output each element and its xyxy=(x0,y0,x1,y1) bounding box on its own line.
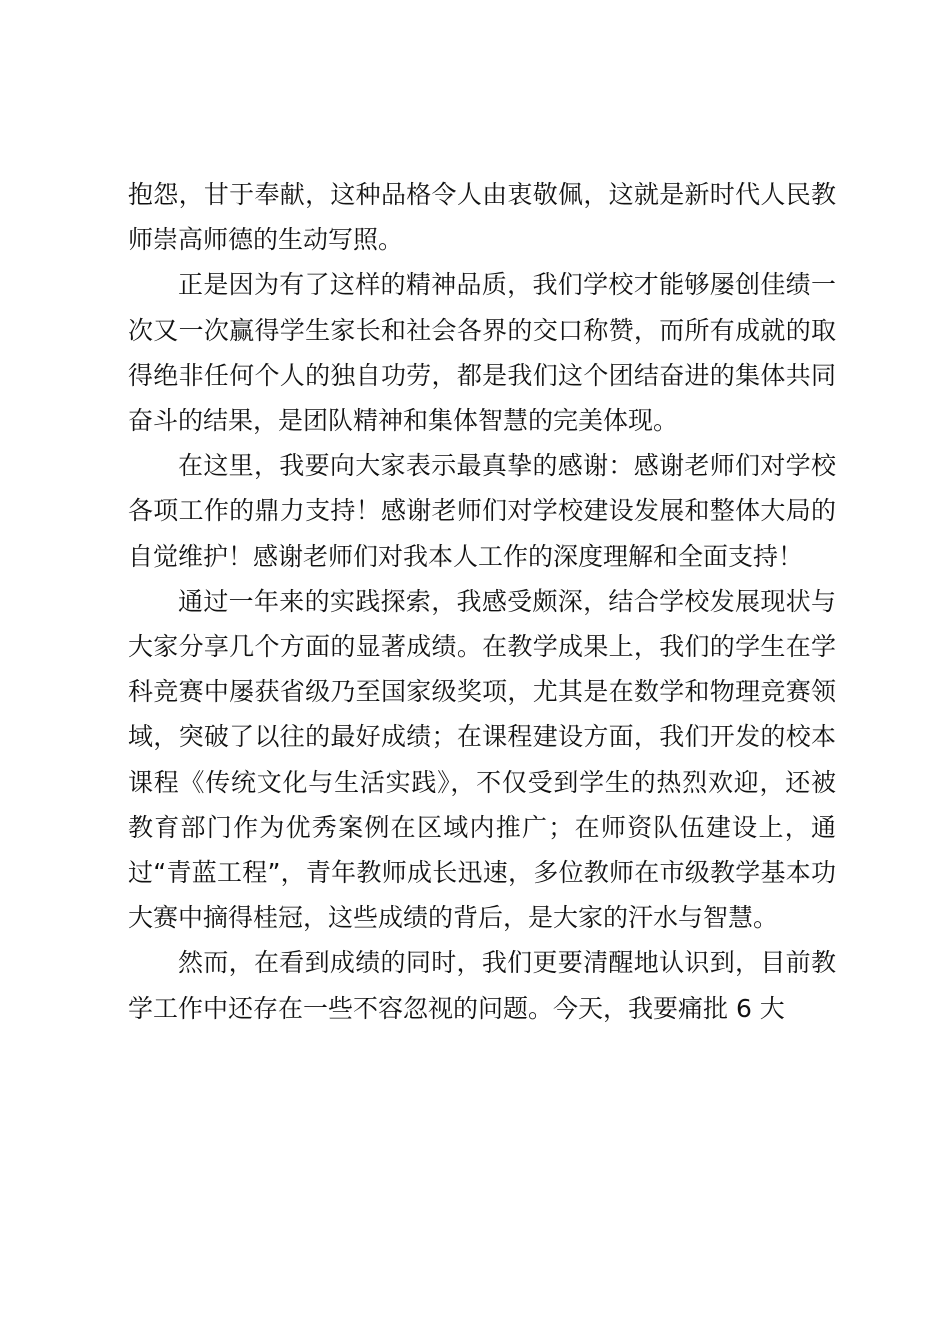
paragraph-achievements: 通过一年来的实践探索，我感受颇深，结合学校发展现状与大家分享几个方面的显著成绩。在教学成果上，我们的学生在学科竞赛中屡获省级乃至国家级奖项，尤其是在数学和物理竞赛领域，突破了以往的最好成绩；在课程建设方面，我们开发的校本课程《传统文化与生活实践》，不仅受到学生的热烈欢迎，还被教育部门作为优秀案例在区域内推广；在师资队伍建设上，通过“青蓝工程”，青年教师成长迅速，多位教师在市级教学基本功大赛中摘得桂冠，这些成绩的背后，是大家的汗水与智慧。 xyxy=(128,586,836,933)
paragraph-problems: 然而，在看到成绩的同时，我们更要清醒地认识到，目前教学工作中还存在一些不容忽视的问题。今天，我要痛批 6 大 xyxy=(128,948,836,1023)
paragraph-spirit: 正是因为有了这样的精神品质，我们学校才能够屡创佳绩一次又一次赢得学生家长和社会各界的交口称赞，而所有成就的取得绝非任何个人的独自功劳，都是我们这个团结奋进的集体共同奋斗的结果，是团队精神和集体智慧的完美体现。 xyxy=(128,270,836,436)
paragraph-continued: 抱怨，甘于奉献，这种品格令人由衷敬佩，这就是新时代人民教师崇高师德的生动写照。 xyxy=(128,180,836,255)
paragraph-thanks: 在这里，我要向大家表示最真挚的感谢：感谢老师们对学校各项工作的鼎力支持！感谢老师们对学校建设发展和整体大局的自觉维护！感谢老师们对我本人工作的深度理解和全面支持！ xyxy=(128,451,836,571)
document-body xyxy=(128,172,836,1031)
